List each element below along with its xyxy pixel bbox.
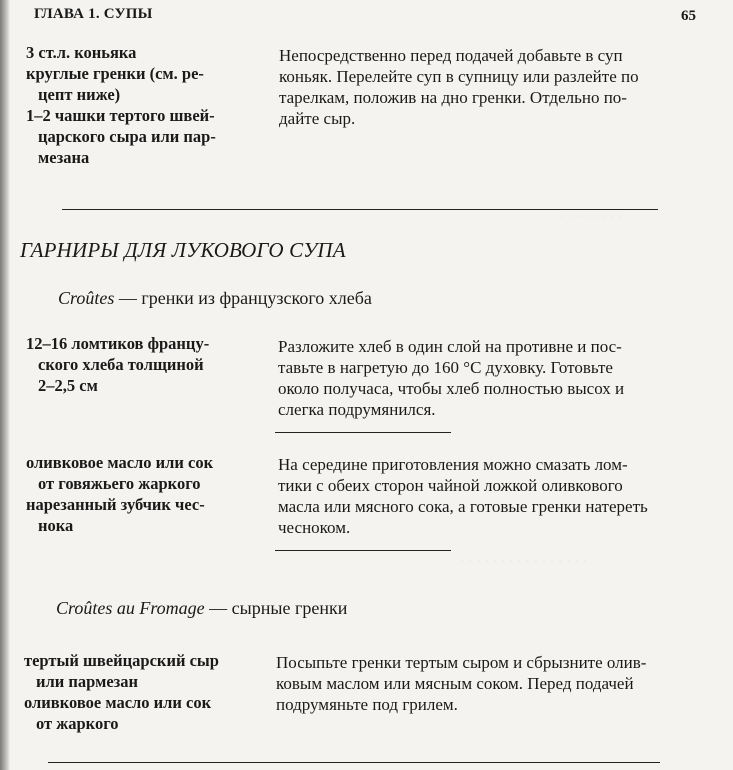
instruction-line: чесноком. bbox=[278, 518, 351, 537]
ingredient-line: 1–2 чашки тертого швей- bbox=[26, 106, 215, 125]
ingredient-line: оливковое масло или сок bbox=[26, 453, 214, 472]
dish-name: Croûtes au Fromage bbox=[56, 598, 205, 618]
book-spine-shadow bbox=[0, 0, 10, 770]
step-divider bbox=[275, 550, 451, 551]
instruction-text-cognac bbox=[279, 45, 639, 129]
instruction-line: На середине приготовления можно смазать лом- bbox=[278, 455, 628, 474]
ingredient-line: цепт ниже) bbox=[38, 85, 121, 104]
instruction-line: подрумяньте под грилем. bbox=[276, 695, 458, 714]
ingredient-line: 3 ст.л. коньяка bbox=[26, 43, 137, 62]
subsection-title-fromage bbox=[56, 598, 347, 619]
instruction-line: тики с обеих сторон чайной ложкой оливкового bbox=[278, 476, 623, 495]
ingredient-list-cheese bbox=[24, 650, 219, 734]
instruction-line: Посыпьте гренки тертым сыром и сбрызните олив- bbox=[276, 653, 647, 672]
ingredient-list-bread bbox=[26, 333, 209, 396]
instruction-line: тарелкам, положив на дно гренки. Отдельно по- bbox=[279, 88, 627, 107]
dish-description: — сырные гренки bbox=[204, 598, 348, 618]
bleed-through-text: · · · · · · · · bbox=[560, 210, 622, 225]
dish-name: Croûtes bbox=[58, 288, 115, 308]
instruction-line: коньяк. Перелейте суп в супницу или разлейте по bbox=[279, 67, 639, 86]
section-divider bbox=[62, 209, 658, 210]
step-divider bbox=[275, 432, 451, 433]
ingredient-line: царского сыра или пар- bbox=[38, 127, 216, 146]
ingredient-list-cognac bbox=[26, 42, 216, 168]
chapter-header: ГЛАВА 1. СУПЫ bbox=[34, 6, 153, 22]
page-number: 65 bbox=[681, 8, 696, 24]
instruction-line: масла или мясного сока, а готовые гренки натереть bbox=[278, 497, 648, 516]
instruction-line: тавьте в нагретую до 160 °С духовку. Готовьте bbox=[278, 358, 613, 377]
instruction-text-cheese bbox=[276, 652, 646, 715]
ingredient-line: 2–2,5 см bbox=[38, 376, 98, 395]
dish-description: — гренки из французского хлеба bbox=[114, 288, 372, 308]
ingredient-line: ского хлеба толщиной bbox=[38, 355, 204, 374]
instruction-line: дайте сыр. bbox=[279, 109, 356, 128]
ingredient-line: 12–16 ломтиков францу- bbox=[26, 334, 210, 353]
instruction-text-oil-garlic bbox=[278, 454, 648, 538]
ingredient-line: нока bbox=[38, 516, 74, 535]
instruction-line: около получаса, чтобы хлеб полностью высох и bbox=[278, 379, 625, 398]
section-divider bbox=[48, 762, 660, 763]
ingredient-line: тертый швейцарский сыр bbox=[24, 651, 219, 670]
ingredient-line: оливковое масло или сок bbox=[24, 693, 212, 712]
bleed-through-text: · · · · · · · · · · · · · · · · bbox=[460, 555, 588, 570]
subsection-title-croutes bbox=[58, 288, 372, 309]
instruction-line: ковым маслом или мясным соком. Перед подачей bbox=[276, 674, 634, 693]
ingredient-line: от жаркого bbox=[36, 714, 119, 733]
ingredient-line: или пармезан bbox=[36, 672, 139, 691]
instruction-line: Разложите хлеб в один слой на противне и пос- bbox=[278, 337, 622, 356]
ingredient-line: мезана bbox=[38, 148, 90, 167]
instruction-line: слегка подрумянился. bbox=[278, 400, 436, 419]
instruction-text-bread bbox=[278, 336, 624, 420]
ingredient-line: от говяжьего жаркого bbox=[38, 474, 201, 493]
ingredient-line: нарезанный зубчик чес- bbox=[26, 495, 205, 514]
ingredient-list-oil-garlic bbox=[26, 452, 213, 536]
ingredient-line: круглые гренки (см. ре- bbox=[26, 64, 204, 83]
instruction-line: Непосредственно перед подачей добавьте в суп bbox=[279, 46, 623, 65]
section-title: ГАРНИРЫ ДЛЯ ЛУКОВОГО СУПА bbox=[20, 238, 346, 262]
